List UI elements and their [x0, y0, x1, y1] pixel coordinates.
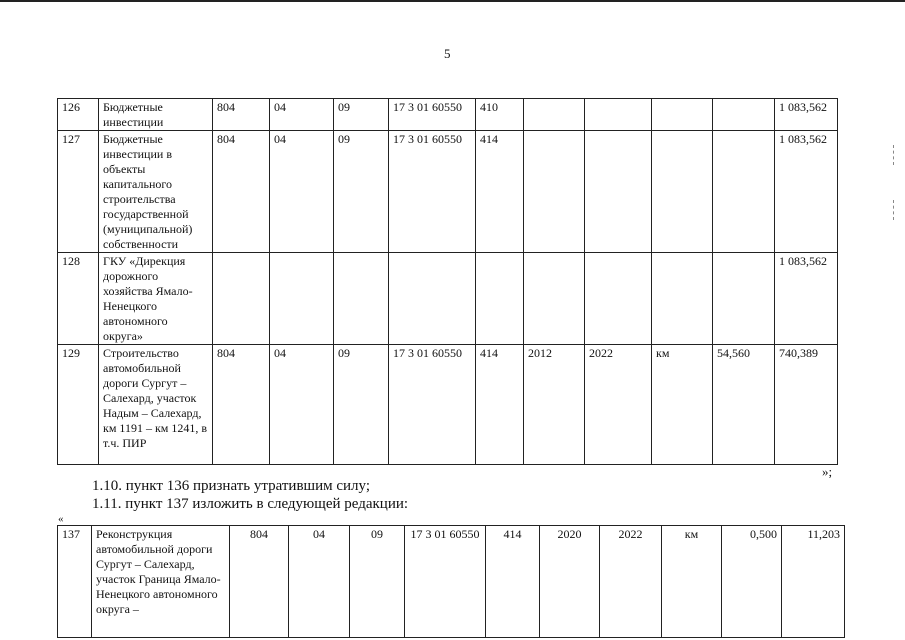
cell-capacity [713, 99, 775, 131]
cell-end-year: 2022 [600, 526, 662, 638]
margin-mark [893, 200, 895, 220]
cell-capacity: 54,560 [713, 345, 775, 465]
cell-subsection: 09 [334, 345, 389, 465]
cell-expense-type: 414 [476, 345, 524, 465]
cell-amount: 11,203 [782, 526, 845, 638]
cell-subsection: 09 [334, 131, 389, 253]
cell-end-year [585, 131, 652, 253]
cell-end-year [585, 253, 652, 345]
cell-section: 04 [270, 345, 334, 465]
table-row [58, 526, 845, 638]
cell-subsection: 09 [350, 526, 405, 638]
cell-start-year: 2020 [540, 526, 600, 638]
cell-target-article: 17 3 01 60550 [389, 131, 476, 253]
cell-capacity [713, 131, 775, 253]
cell-section: 04 [270, 131, 334, 253]
table-row [58, 131, 838, 253]
cell-expense-type [476, 253, 524, 345]
cell-amount: 740,389 [775, 345, 838, 465]
cell-unit [652, 131, 713, 253]
top-border-line [0, 0, 905, 2]
cell-target-article: 17 3 01 60550 [405, 526, 486, 638]
cell-unit [652, 253, 713, 345]
row-name: Бюджетные инвестиции в объекты капитального строительства государственной (муниципальной) собственности [99, 131, 213, 253]
cell-ministry: 804 [213, 345, 270, 465]
table-row [58, 99, 838, 131]
row-name: ГКУ «Дирекция дорожного хозяйства Ямало-Ненецкого автономного округа» [99, 253, 213, 345]
cell-start-year [524, 253, 585, 345]
row-name: Реконструкция автомобильной дороги Сургут – Салехард, участок Граница Ямало-Ненецкого автономного округа – [92, 526, 230, 638]
cell-ministry: 804 [230, 526, 289, 638]
cell-section: 04 [270, 99, 334, 131]
cell-start-year [524, 131, 585, 253]
cell-capacity [713, 253, 775, 345]
cell-amount: 1 083,562 [775, 131, 838, 253]
cell-expense-type: 410 [476, 99, 524, 131]
closing-quote: »; [822, 464, 833, 479]
paragraph-1-11: 1.11. пункт 137 изложить в следующей редакции: [92, 496, 409, 512]
cell-start-year [524, 99, 585, 131]
row-number: 129 [58, 345, 99, 465]
budget-table-bottom [57, 525, 845, 638]
cell-target-article [389, 253, 476, 345]
cell-end-year: 2022 [585, 345, 652, 465]
cell-ministry: 804 [213, 131, 270, 253]
page-number: 5 [444, 46, 451, 61]
opening-quote: « [58, 513, 64, 525]
row-number: 127 [58, 131, 99, 253]
table-row [58, 345, 838, 465]
cell-ministry: 804 [213, 99, 270, 131]
cell-amount: 1 083,562 [775, 99, 838, 131]
cell-ministry [213, 253, 270, 345]
paragraph-1-10: 1.10. пункт 136 признать утратившим силу; [92, 478, 371, 494]
cell-target-article: 17 3 01 60550 [389, 99, 476, 131]
row-number: 128 [58, 253, 99, 345]
cell-expense-type: 414 [486, 526, 540, 638]
cell-unit: км [662, 526, 722, 638]
cell-unit [652, 99, 713, 131]
cell-section: 04 [289, 526, 350, 638]
row-number: 126 [58, 99, 99, 131]
row-name: Строительство автомобильной дороги Сургут – Салехард, участок Надым – Салехард, км 1191 – км 1241, в т.ч. ПИР [99, 345, 213, 465]
cell-start-year: 2012 [524, 345, 585, 465]
cell-capacity: 0,500 [722, 526, 782, 638]
cell-end-year [585, 99, 652, 131]
cell-section [270, 253, 334, 345]
budget-table-top [57, 98, 838, 465]
cell-target-article: 17 3 01 60550 [389, 345, 476, 465]
cell-subsection: 09 [334, 99, 389, 131]
cell-expense-type: 414 [476, 131, 524, 253]
row-number: 137 [58, 526, 92, 638]
cell-subsection [334, 253, 389, 345]
margin-mark [893, 145, 895, 165]
cell-unit: км [652, 345, 713, 465]
cell-amount: 1 083,562 [775, 253, 838, 345]
row-name: Бюджетные инвестиции [99, 99, 213, 131]
table-row [58, 253, 838, 345]
